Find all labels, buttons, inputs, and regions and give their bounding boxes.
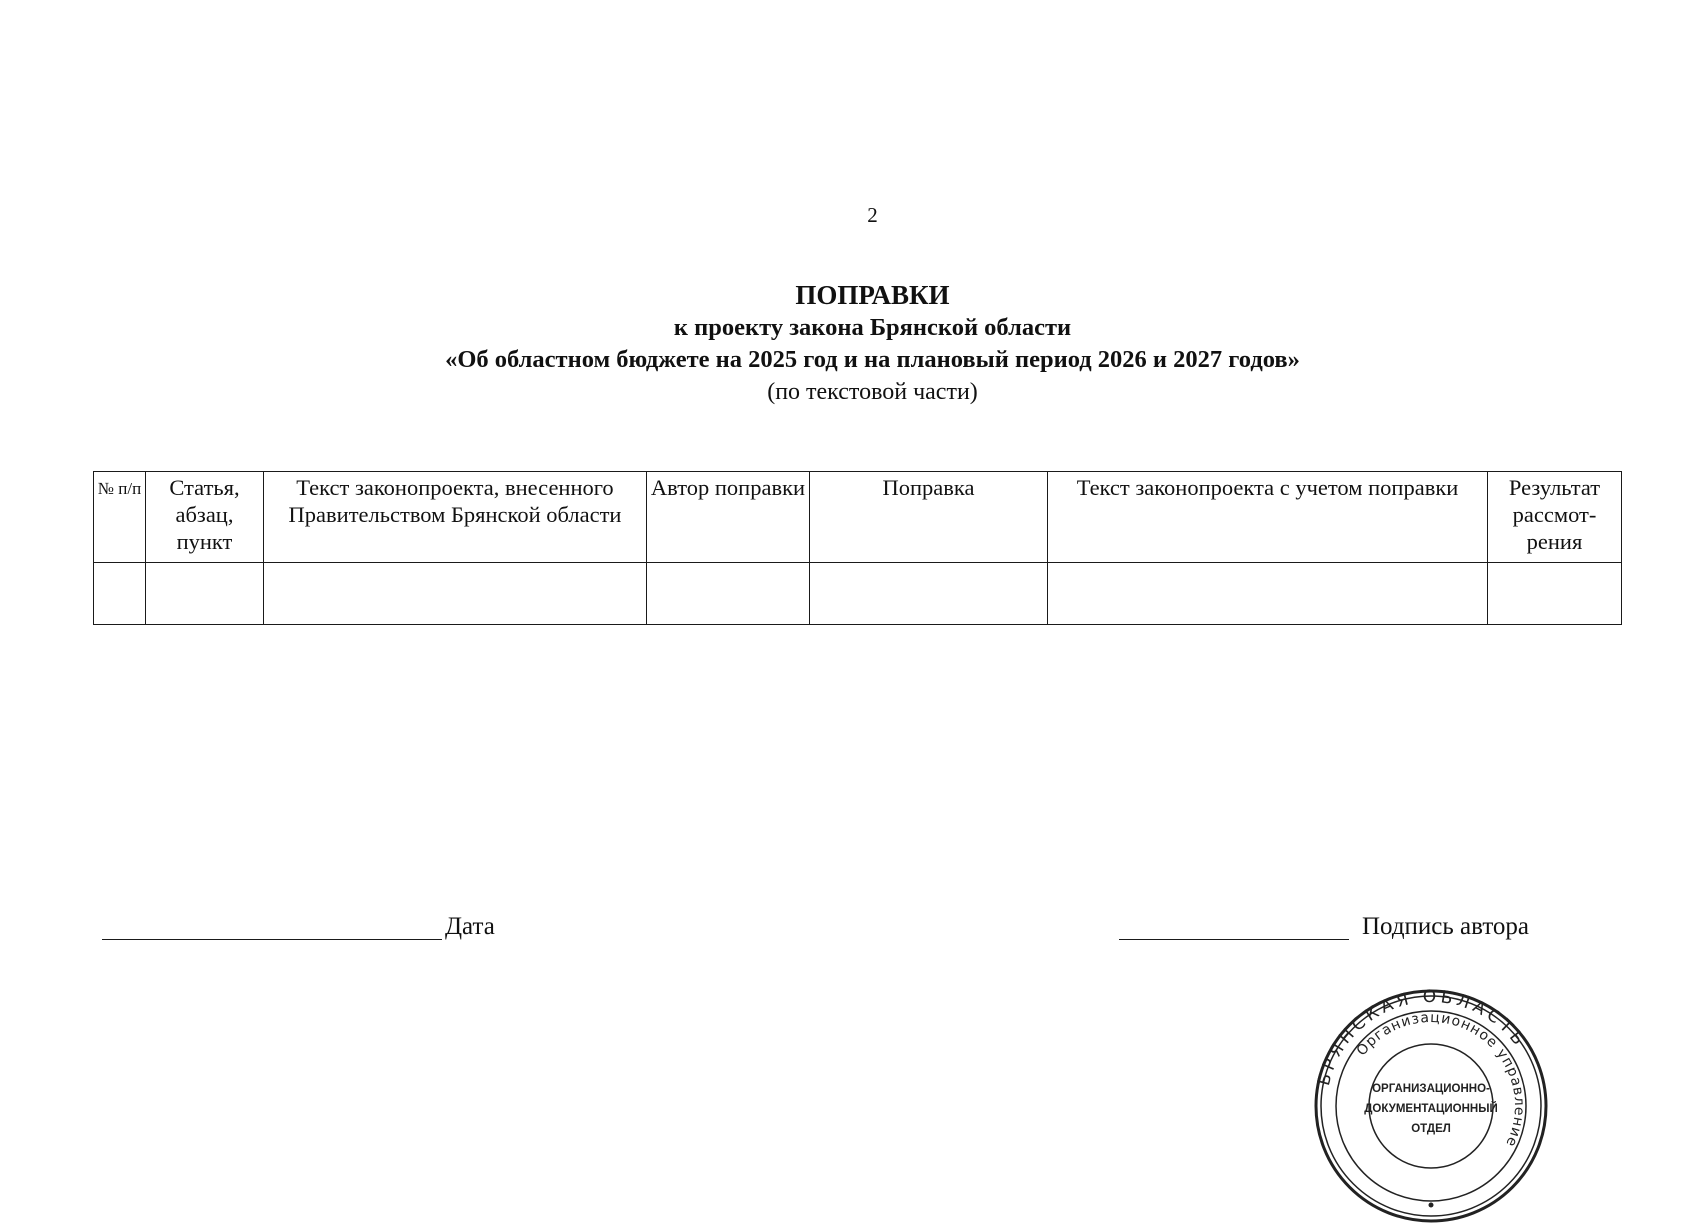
document-subtitle-law: к проекту закона Брянской области xyxy=(673,314,1072,341)
header-article: Статья, абзац, пункт xyxy=(146,472,264,563)
stamp-center-line-2: ДОКУМЕНТАЦИОННЫЙ xyxy=(1364,1103,1498,1115)
header-number: № п/п xyxy=(94,472,146,563)
stamp-center-line-3: ОТДЕЛ xyxy=(1411,1123,1451,1135)
table-cell xyxy=(94,563,146,625)
table-header-row xyxy=(94,472,1622,563)
date-label: Дата xyxy=(445,913,495,940)
table-row xyxy=(94,563,1622,625)
amendments-table xyxy=(93,471,1622,625)
document-title: ПОПРАВКИ xyxy=(795,280,950,310)
table-cell xyxy=(1048,563,1488,625)
stamp-dot xyxy=(1429,1203,1434,1208)
header-author: Автор поправки xyxy=(647,472,810,563)
signature-line xyxy=(1119,939,1349,940)
table-cell xyxy=(647,563,810,625)
stamp-center-line-1: ОРГАНИЗАЦИОННО- xyxy=(1372,1083,1490,1095)
official-stamp xyxy=(1313,988,1549,1224)
document-note: (по текстовой части) xyxy=(767,379,978,405)
stamp-outer-text: БРЯНСКАЯ ОБЛАСТЬ xyxy=(1314,988,1531,1088)
signature-label: Подпись автора xyxy=(1362,913,1530,940)
table-cell xyxy=(146,563,264,625)
header-amended-text: Текст законопроекта с учетом поправки xyxy=(1048,472,1488,563)
table-cell xyxy=(810,563,1048,625)
date-line xyxy=(102,939,442,940)
header-amendment: Поправка xyxy=(810,472,1048,563)
page-number: 2 xyxy=(867,203,878,227)
document-subtitle-budget: «Об областном бюджете на 2025 год и на плановый период 2026 и 2027 годов» xyxy=(445,346,1300,373)
table-cell xyxy=(1488,563,1622,625)
table-cell xyxy=(264,563,647,625)
header-original-text: Текст законопроекта, внесенного Правительством Брянской области xyxy=(264,472,647,563)
stamp-ring-text: Организационное управление xyxy=(1353,1009,1528,1150)
header-result: Результат рассмот-рения xyxy=(1488,472,1622,563)
document-heading xyxy=(0,278,1695,408)
